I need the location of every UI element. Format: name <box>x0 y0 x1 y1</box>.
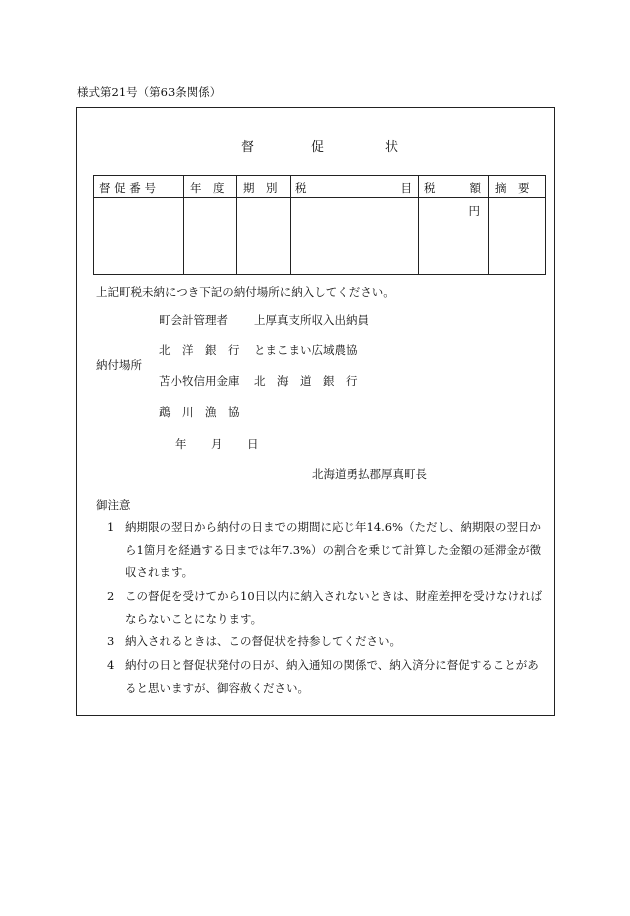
note-1 <box>107 516 547 584</box>
header-tax-amount-1: 税 <box>424 181 436 195</box>
payee-left: 町会計管理者 <box>159 313 228 327</box>
payee-right: 北 海 道 銀 行 <box>254 374 358 388</box>
header-tax-item-1: 税 <box>295 181 307 195</box>
cell-remarks <box>489 198 546 275</box>
payee-left: 鵡 川 漁 協 <box>159 405 240 419</box>
header-tax-item-2: 目 <box>400 181 412 195</box>
note-text: 納付の日と督促状発付の日が、納入通知の関係で、納入済分に督促することがあると思いますが、御容赦ください。 <box>125 658 539 695</box>
cell-notice-number <box>94 198 184 275</box>
cell-tax-amount: 円 <box>419 198 489 275</box>
header-tax-amount-2: 額 <box>469 181 481 195</box>
note-number: 3 <box>107 634 115 648</box>
note-2 <box>107 585 547 630</box>
note-text: 納期限の翌日から納付の日までの期間に応じ年14.6%（ただし、納期限の翌日から1箇月を経過する日までは年7.3%）の割合を乗じて計算した金額の延滞金が徴収されます。 <box>125 520 542 579</box>
form-number: 様式第21号（第63条関係） <box>77 85 222 99</box>
date-day: 日 <box>247 437 259 451</box>
date-month: 月 <box>211 437 223 451</box>
issuer: 北海道勇払郡厚真町長 <box>312 467 427 481</box>
payment-place-label: 納付場所 <box>96 358 142 372</box>
date-year: 年 <box>175 437 187 451</box>
header-fiscal-year: 年 度 <box>190 181 225 195</box>
title-char-1: 督 <box>241 140 255 155</box>
note-text: この督促を受けてから10日以内に納入されないときは、財産差押を受けなければならないことになります。 <box>125 589 543 626</box>
note-number: 1 <box>107 520 115 534</box>
note-number: 2 <box>107 589 115 603</box>
header-notice-number: 督 促 番 号 <box>99 181 156 195</box>
header-remarks: 摘 要 <box>495 181 530 195</box>
cell-fiscal-year <box>184 198 237 275</box>
header-period: 期 別 <box>243 181 278 195</box>
tax-table <box>93 175 546 275</box>
note-text: 納入されるときは、この督促状を持参してください。 <box>125 634 401 648</box>
note-4 <box>107 654 547 699</box>
notes-title: 御注意 <box>96 498 131 512</box>
notice-text: 上記町税未納につき下記の納付場所に納入してください。 <box>96 285 395 299</box>
note-3 <box>107 630 547 653</box>
payee-left: 苫小牧信用金庫 <box>159 374 240 388</box>
cell-period <box>237 198 291 275</box>
note-number: 4 <box>107 658 115 672</box>
payee-left: 北 洋 銀 行 <box>159 343 240 357</box>
title-char-2: 促 <box>311 140 325 155</box>
cell-tax-item <box>291 198 419 275</box>
payee-right: とまこまい広域農協 <box>254 343 358 357</box>
payee-right: 上厚真支所収入出納員 <box>254 313 369 327</box>
notice-frame <box>76 107 555 716</box>
title-char-3: 状 <box>385 140 399 155</box>
